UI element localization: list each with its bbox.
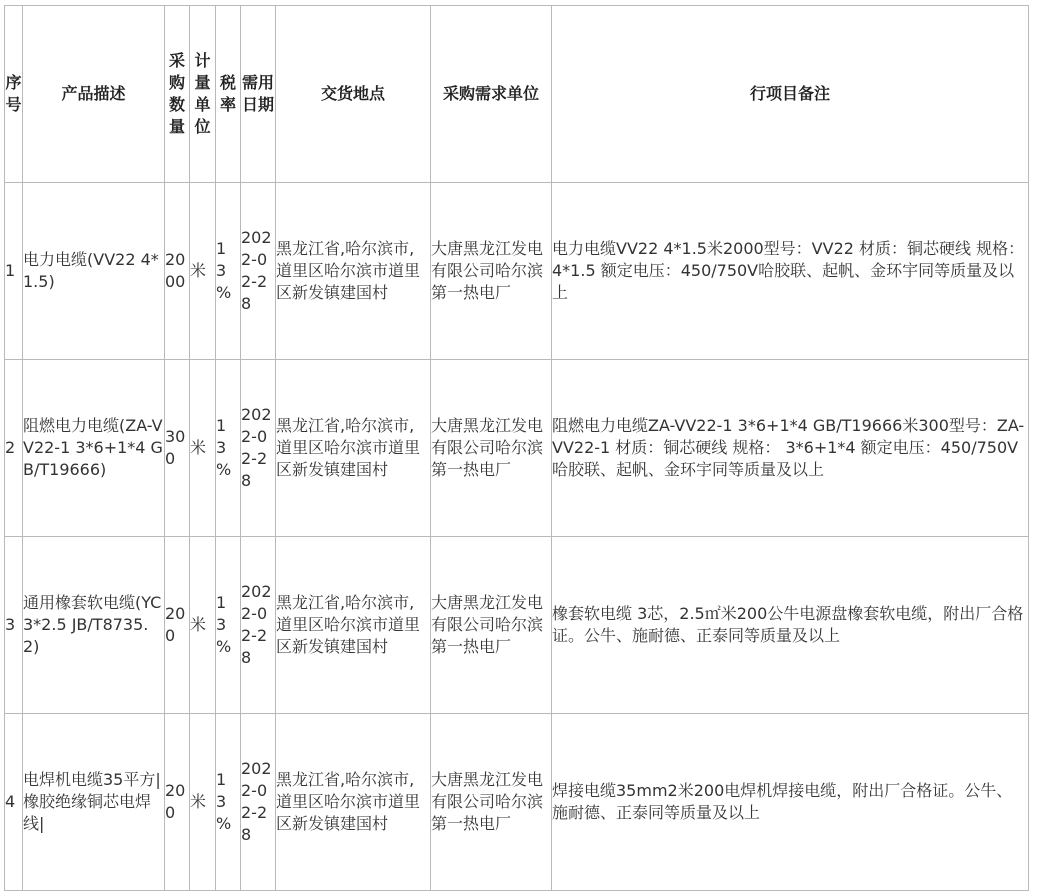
header-row — [5, 6, 1029, 183]
cell-quantity: 2000 — [165, 183, 190, 360]
table-row — [5, 714, 1029, 891]
header-remark: 行项目备注 — [552, 6, 1029, 183]
cell-no: 2 — [5, 360, 23, 537]
header-description: 产品描述 — [23, 6, 165, 183]
cell-quantity: 200 — [165, 714, 190, 891]
cell-description: 电焊机电缆35平方|橡胶绝缘铜芯电焊线| — [23, 714, 165, 891]
cell-unit: 米 — [190, 714, 216, 891]
header-dept: 采购需求单位 — [431, 6, 552, 183]
cell-location: 黑龙江省,哈尔滨市,道里区哈尔滨市道里区新发镇建国村 — [276, 537, 431, 714]
cell-no: 3 — [5, 537, 23, 714]
table-row — [5, 360, 1029, 537]
cell-date: 2022-02-28 — [241, 714, 276, 891]
cell-description: 电力电缆(VV22 4*1.5) — [23, 183, 165, 360]
cell-description: 通用橡套软电缆(YC 3*2.5 JB/T8735.2) — [23, 537, 165, 714]
cell-tax: 13% — [216, 183, 241, 360]
cell-tax: 13% — [216, 537, 241, 714]
cell-unit: 米 — [190, 183, 216, 360]
cell-location: 黑龙江省,哈尔滨市,道里区哈尔滨市道里区新发镇建国村 — [276, 183, 431, 360]
cell-date: 2022-02-28 — [241, 537, 276, 714]
header-date: 需用日期 — [241, 6, 276, 183]
cell-dept: 大唐黑龙江发电有限公司哈尔滨第一热电厂 — [431, 360, 552, 537]
cell-quantity: 300 — [165, 360, 190, 537]
cell-tax: 13% — [216, 714, 241, 891]
cell-tax: 13% — [216, 360, 241, 537]
cell-remark: 橡套软电缆 3芯，2.5㎡米200公牛电源盘橡套软电缆，附出厂合格证。公牛、施耐德、正泰同等质量及以上 — [552, 537, 1029, 714]
cell-remark: 阻燃电力电缆ZA-VV22-1 3*6+1*4 GB/T19666米300型号：ZA-VV22-1 材质：铜芯硬线 规格： 3*6+1*4 额定电压：450/750V哈胶联、起帆、金环宇同等质量及以上 — [552, 360, 1029, 537]
cell-location: 黑龙江省,哈尔滨市,道里区哈尔滨市道里区新发镇建国村 — [276, 714, 431, 891]
cell-no: 4 — [5, 714, 23, 891]
header-no: 序号 — [5, 6, 23, 183]
cell-description: 阻燃电力电缆(ZA-VV22-1 3*6+1*4 GB/T19666) — [23, 360, 165, 537]
cell-remark: 焊接电缆35mm2米200电焊机焊接电缆，附出厂合格证。公牛、施耐德、正泰同等质量及以上 — [552, 714, 1029, 891]
cell-remark: 电力电缆VV22 4*1.5米2000型号：VV22 材质：铜芯硬线 规格： 4*1.5 额定电压：450/750V哈胶联、起帆、金环宇同等质量及以上 — [552, 183, 1029, 360]
cell-date: 2022-02-28 — [241, 183, 276, 360]
header-unit: 计量单位 — [190, 6, 216, 183]
cell-location: 黑龙江省,哈尔滨市,道里区哈尔滨市道里区新发镇建国村 — [276, 360, 431, 537]
header-location: 交货地点 — [276, 6, 431, 183]
cell-dept: 大唐黑龙江发电有限公司哈尔滨第一热电厂 — [431, 714, 552, 891]
cell-unit: 米 — [190, 537, 216, 714]
header-quantity: 采购数量 — [165, 6, 190, 183]
cell-dept: 大唐黑龙江发电有限公司哈尔滨第一热电厂 — [431, 537, 552, 714]
procurement-table — [4, 5, 1029, 891]
table-row — [5, 537, 1029, 714]
header-tax: 税率 — [216, 6, 241, 183]
cell-unit: 米 — [190, 360, 216, 537]
cell-quantity: 200 — [165, 537, 190, 714]
cell-no: 1 — [5, 183, 23, 360]
table-row — [5, 183, 1029, 360]
cell-dept: 大唐黑龙江发电有限公司哈尔滨第一热电厂 — [431, 183, 552, 360]
cell-date: 2022-02-28 — [241, 360, 276, 537]
